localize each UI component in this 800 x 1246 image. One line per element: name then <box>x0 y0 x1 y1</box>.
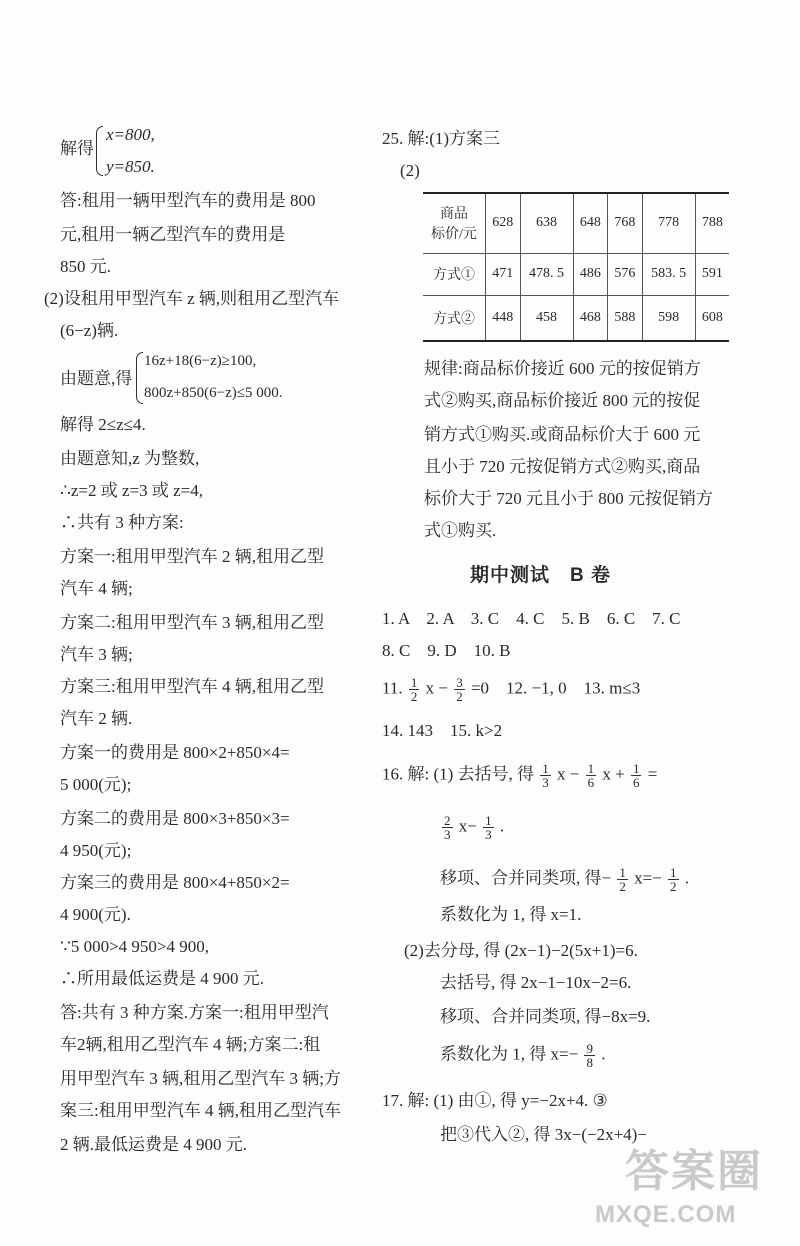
expression: x − <box>557 764 580 784</box>
numerator: 2 <box>444 813 451 828</box>
table-cell: 471 <box>486 253 521 295</box>
table-cell: 576 <box>608 253 643 295</box>
denominator: 2 <box>456 689 463 704</box>
expression: x=− <box>634 868 662 888</box>
price-table <box>423 192 729 342</box>
text-line: 标价大于 720 元且小于 800 元按促销方 <box>424 489 713 508</box>
table-cell: 598 <box>642 295 695 341</box>
numerator: 1 <box>619 865 626 880</box>
denominator: 3 <box>485 827 492 842</box>
numerator: 1 <box>632 761 640 776</box>
text-line: 且小于 720 元按促销方式②购买,商品 <box>424 457 701 476</box>
table-cell: 788 <box>695 193 729 253</box>
answers-line-11 <box>382 676 640 703</box>
text-line: (2)设租用甲型汽车 z 辆,则租用乙型汽车 <box>44 289 340 308</box>
sys2-line-a: 16z+18(6−z)≥100, <box>144 353 257 369</box>
text: 16. 解: (1) 去括号, 得 <box>382 764 535 784</box>
expression: . <box>499 816 505 836</box>
watermark-logo <box>575 1135 790 1235</box>
q25-line: 25. 解:(1)方案三 <box>382 129 501 148</box>
fraction <box>454 676 465 703</box>
expression: x + <box>602 764 625 784</box>
text-line: ∴共有 3 种方案: <box>60 513 184 532</box>
answers-line: 8. C 9. D 10. B <box>382 641 511 660</box>
text-line: 把③代入②, 得 3x−(−2x+4)− <box>440 1125 647 1144</box>
q16-line <box>440 1042 605 1069</box>
text-line: 方案一的费用是 800×2+850×4= <box>60 743 290 762</box>
denominator: 2 <box>619 879 626 894</box>
text-line: 去括号, 得 2x−1−10x−2=6. <box>440 973 632 992</box>
denominator: 2 <box>670 879 677 894</box>
text-line: 系数化为 1, 得 x=1. <box>440 905 582 924</box>
expression: =0 12. −1, 0 13. m≤3 <box>470 678 641 698</box>
section-title: 期中测试 B 卷 <box>470 565 612 586</box>
text: 移项、合并同类项, 得− <box>440 868 612 888</box>
text-line: 5 000(元); <box>60 775 132 794</box>
text-line: 案三:租用甲型汽车 4 辆,租用乙型汽车 <box>60 1101 341 1120</box>
text-line: 销方式①购买.或商品标价大于 600 元 <box>424 425 701 444</box>
denominator: 2 <box>410 689 418 704</box>
table-cell: 478. 5 <box>520 253 573 295</box>
fraction <box>409 676 420 703</box>
numerator: 3 <box>456 675 463 690</box>
fraction <box>617 866 628 893</box>
expression: x − <box>425 678 448 698</box>
denominator: 6 <box>632 775 640 790</box>
text-line: 850 元. <box>60 257 111 276</box>
fraction <box>668 866 679 893</box>
table-cell: 638 <box>520 193 573 253</box>
item-number: 11. <box>382 678 403 698</box>
table-cell: 591 <box>695 253 729 295</box>
table-cell: 458 <box>520 295 573 341</box>
table-cell: 486 <box>573 253 608 295</box>
q25-part2: (2) <box>400 161 420 180</box>
fraction <box>540 762 551 789</box>
jiede-label: 解得 <box>60 139 94 158</box>
table-header-line: 标价/元 <box>431 227 477 243</box>
answers-line: 1. A 2. A 3. C 4. C 5. B 6. C 7. C <box>382 609 681 628</box>
answers-line: 14. 143 15. k>2 <box>382 721 503 740</box>
denominator: 3 <box>542 775 549 790</box>
table-cell: 778 <box>642 193 695 253</box>
table-cell: 588 <box>608 295 643 341</box>
table-cell: 468 <box>573 295 608 341</box>
text-line: 答:共有 3 种方案.方案一:租用甲型汽 <box>60 1003 329 1022</box>
table-cell: 648 <box>573 193 608 253</box>
text-line: (2)去分母, 得 (2x−1)−2(5x+1)=6. <box>404 941 638 960</box>
numerator: 9 <box>586 1041 593 1056</box>
expression: . <box>601 1044 606 1064</box>
text-line: 汽车 4 辆; <box>60 579 133 598</box>
numerator: 1 <box>542 761 549 776</box>
text-line: ∵5 000>4 950>4 900, <box>60 937 209 956</box>
text-line: 方案二:租用甲型汽车 3 辆,租用乙型 <box>60 613 324 632</box>
text-line: 4 900(元). <box>60 905 131 924</box>
text-line: (6−z)辆. <box>60 321 119 340</box>
table-cell: 583. 5 <box>642 253 695 295</box>
text-line: 元,租用一辆乙型汽车的费用是 <box>60 225 286 244</box>
youti-label: 由题意,得 <box>60 369 133 388</box>
fraction <box>442 814 453 841</box>
text-line: 解得 2≤z≤4. <box>60 415 146 434</box>
q16-line <box>440 814 504 841</box>
text-line: 规律:商品标价接近 600 元的按促销方 <box>424 359 701 378</box>
numerator: 1 <box>485 813 492 828</box>
text-line: 方案一:租用甲型汽车 2 辆,租用乙型 <box>60 547 324 566</box>
fraction <box>483 814 494 841</box>
text-line: 由题意知,z 为整数, <box>60 449 200 468</box>
text-line: 17. 解: (1) 由①, 得 y=−2x+4. ③ <box>382 1091 608 1110</box>
sys1-line-a: x=800, <box>106 125 155 144</box>
text-line: 2 辆.最低运费是 4 900 元. <box>60 1135 247 1154</box>
numerator: 1 <box>587 761 595 776</box>
text-line: 4 950(元); <box>60 841 132 860</box>
text-line: 答:租用一辆甲型汽车的费用是 800 <box>60 191 316 210</box>
text-line: 汽车 3 辆; <box>60 645 133 664</box>
table-cell: 628 <box>486 193 521 253</box>
system-brace <box>136 352 143 404</box>
denominator: 3 <box>444 827 451 842</box>
fraction <box>584 1042 595 1069</box>
table-cell: 608 <box>695 295 729 341</box>
text-line: ∴所用最低运费是 4 900 元. <box>60 969 264 988</box>
table-row-label: 方式② <box>423 295 486 341</box>
fraction <box>631 762 642 789</box>
text-line: 方案三的费用是 800×4+850×2= <box>60 873 290 892</box>
text-line: ∴z=2 或 z=3 或 z=4, <box>60 481 203 500</box>
text-line: 方案三:租用甲型汽车 4 辆,租用乙型 <box>60 677 324 696</box>
denominator: 8 <box>586 1055 593 1070</box>
sys2-line-b: 800z+850(6−z)≤5 000. <box>144 385 283 401</box>
text-line: 式②购买,商品标价接近 800 元的按促 <box>424 391 701 410</box>
text-line: 方案二的费用是 800×3+850×3= <box>60 809 290 828</box>
fraction <box>586 762 597 789</box>
table-header-cell <box>423 193 486 253</box>
text: 系数化为 1, 得 x=− <box>440 1044 579 1064</box>
expression: . <box>684 868 690 888</box>
text-line: 式①购买. <box>424 521 497 540</box>
text-line: 用甲型汽车 3 辆,租用乙型汽车 3 辆;方 <box>60 1069 341 1088</box>
watermark-text: 答案圈 <box>625 1147 763 1196</box>
q16-line <box>382 762 657 789</box>
numerator: 1 <box>410 675 418 690</box>
numerator: 1 <box>670 865 677 880</box>
table-cell: 448 <box>486 295 521 341</box>
table-cell: 768 <box>608 193 643 253</box>
expression: = <box>647 764 658 784</box>
expression: x− <box>458 816 477 836</box>
text-line: 汽车 2 辆. <box>60 709 133 728</box>
watermark-url: MXQE.COM <box>595 1201 737 1228</box>
sys1-line-b: y=850. <box>106 157 155 176</box>
text-line: 移项、合并同类项, 得−8x=9. <box>440 1007 651 1026</box>
system-brace <box>96 126 103 176</box>
text-line: 车2辆,租用乙型汽车 4 辆;方案二:租 <box>60 1035 321 1054</box>
denominator: 6 <box>587 775 595 790</box>
q16-line <box>440 866 689 893</box>
table-header-line: 商品 <box>440 207 468 223</box>
table-row-label: 方式① <box>423 253 486 295</box>
